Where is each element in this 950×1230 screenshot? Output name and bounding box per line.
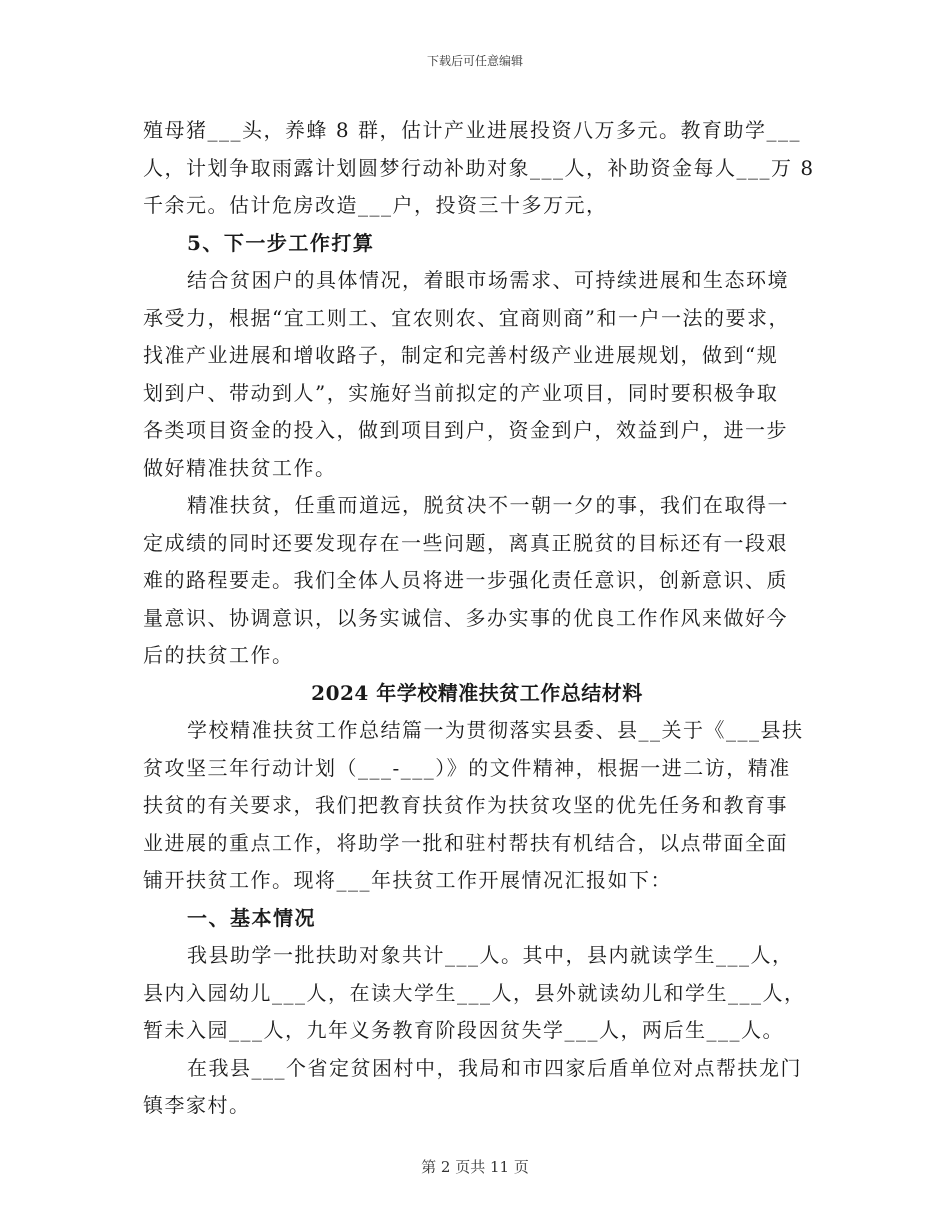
text-line: 各类项目资金的投入，做到项目到户，资金到户，效益到户，进一步 [143, 418, 788, 442]
text-line: 量意识、协调意识，以务实诚信、多办实事的优良工作作风来做好今 [143, 605, 788, 630]
document-title: 2024 年学校精准扶贫工作总结材料 [311, 680, 643, 705]
text-line: 划到户、带动到人”，实施好当前拟定的产业项目，同时要积极争取 [143, 380, 779, 405]
text-line: 承受力，根据“宜工则工、宜农则农、宜商则商”和一户一法的要求， [143, 305, 790, 330]
text-line: 暂未入园___人，九年义务教育阶段因贫失学___人，两后生___人。 [143, 1018, 784, 1042]
text-line: 难的路程要走。我们全体人员将进一步强化责任意识，创新意识、质 [143, 568, 788, 592]
text-line: 后的扶贫工作。 [143, 643, 294, 667]
text-line: 贫攻坚三年行动计划（___-___）》的文件精神，根据一进二访，精准 [143, 755, 791, 780]
text-line: 殖母猪___头，养蜂 8 群，估计产业进展投资八万多元。教育助学___ [143, 118, 801, 142]
text-line: 结合贫困户的具体情况，着眼市场需求、可持续进展和生态环境 [187, 268, 789, 292]
page-header: 下载后可任意编辑 [426, 54, 523, 68]
text-line: 县内入园幼儿___人，在读大学生___人，县外就读幼儿和学生___人， [143, 980, 806, 1005]
text-line: 扶贫的有关要求，我们把教育扶贫作为扶贫攻坚的优先任务和教育事 [143, 793, 788, 817]
text-line: 找准产业进展和增收路子，制定和完善村级产业进展规划，做到“规 [143, 343, 779, 367]
text-line: 做好精准扶贫工作。 [143, 455, 337, 480]
text-line: 定成绩的同时还要发现存在一些问题，离真正脱贫的目标还有一段艰 [143, 530, 788, 555]
document-body [143, 112, 815, 1125]
text-line: 人，计划争取雨露计划圆梦行动补助对象___人，补助资金每人___万 8 [143, 155, 815, 180]
text-line: 精准扶贫，任重而道远，脱贫决不一朝一夕的事，我们在取得一 [187, 493, 789, 517]
text-line: 在我县___个省定贫困村中，我局和市四家后盾单位对点帮扶龙门 [187, 1055, 802, 1080]
text-line: 铺开扶贫工作。现将___年扶贫工作开展情况汇报如下： [143, 868, 672, 892]
text-line: 业进展的重点工作，将助学一批和驻村帮扶有机结合，以点带面全面 [143, 830, 788, 855]
section-heading: 5、下一步工作打算 [187, 230, 375, 255]
text-line: 镇李家村。 [143, 1093, 251, 1117]
text-line: 学校精准扶贫工作总结篇一为贯彻落实县委、县__关于《___县扶 [187, 718, 804, 742]
text-line: 千余元。估计危房改造___户，投资三十多万元， [143, 193, 608, 217]
section-heading: 一、基本情况 [187, 905, 316, 930]
page-footer: 第 2 页共 11 页 [421, 1158, 529, 1176]
text-line: 我县助学一批扶助对象共计___人。其中，县内就读学生___人， [187, 943, 794, 967]
